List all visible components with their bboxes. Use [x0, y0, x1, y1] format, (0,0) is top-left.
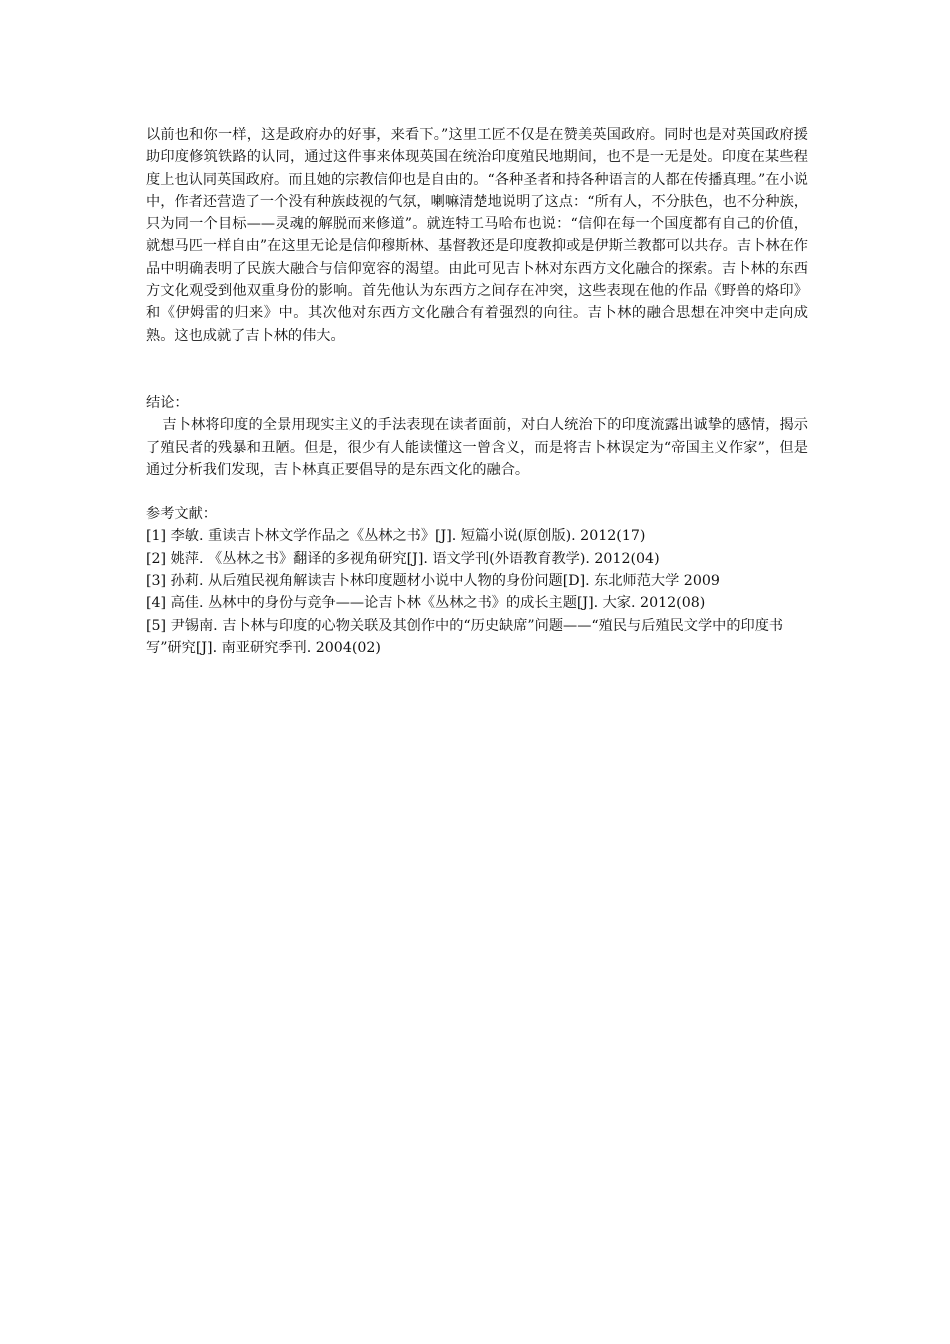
reference-item: [3] 孙莉. 从后殖民视角解读吉卜林印度题材小说中人物的身份问题[D]. 东北师范大学 2009: [146, 573, 720, 590]
conclusion-paragraph: 吉卜林将印度的全景用现实主义的手法表现在读者面前，对白人统治下的印度流露出诚挚的感情，揭示了殖民者的残暴和丑陋。但是，很少有人能读懂这一曾含义，而是将吉卜林误定为“帝国主义作家”，但是通过分析我们发现，吉卜林真正要倡导的是东西文化的融合。: [146, 417, 808, 478]
reference-item: [4] 高佳. 丛林中的身份与竞争——论吉卜林《丛林之书》的成长主题[J]. 大家. 2012(08): [146, 595, 706, 612]
conclusion-heading: 结论：: [146, 394, 189, 411]
body-paragraph: 以前也和你一样，这是政府办的好事，来看下。”这里工匠不仅是在赞美英国政府。同时也是对英国政府援助印度修筑铁路的认同，通过这件事来体现英国在统治印度殖民地期间，也不是一无是处。印度在某些程度上也认同英国政府。而且她的宗教信仰也是自由的。“各种圣者和持各种语言的人都在传播真理。”在小说中，作者还营造了一个没有种族歧视的气氛，喇嘛清楚地说明了这点：“所有人，不分肤色，也不分种族，只为同一个目标——灵魂的解脱而来修道”。就连特工马哈布也说：“信仰在每一个国度都有自己的价值，就想马匹一样自由”在这里无论是信仰穆斯林、基督教还是印度教抑或是伊斯兰教都可以共存。吉卜林在作品中明确表明了民族大融合与信仰宽容的渴望。由此可见吉卜林对东西方文化融合的探索。吉卜林的东西方文化观受到他双重身份的影响。首先他认为东西方之间存在冲突，这些表现在他的作品《野兽的烙印》和《伊姆雷的归来》中。其次他对东西方文化融合有着强烈的向往。吉卜林的融合思想在冲突中走向成熟。这也成就了吉卜林的伟大。: [146, 127, 808, 344]
reference-item: [5] 尹锡南. 吉卜林与印度的心物关联及其创作中的“历史缺席”问题——“殖民与后殖民文学中的印度书写”研究[J]. 南亚研究季刊. 2004(02): [146, 617, 784, 656]
spacer: [146, 481, 808, 503]
reference-item: [1] 李敏. 重读吉卜林文学作品之《丛林之书》[J]. 短篇小说(原创版). 2012(17): [146, 528, 646, 545]
reference-list: [146, 525, 808, 659]
references-heading: 参考文献：: [146, 506, 217, 523]
spacer: [146, 347, 808, 392]
reference-item: [2] 姚萍. 《丛林之书》翻译的多视角研究[J]. 语文学刊(外语教育教学). 2012(04): [146, 550, 660, 567]
document-page: [146, 124, 808, 659]
